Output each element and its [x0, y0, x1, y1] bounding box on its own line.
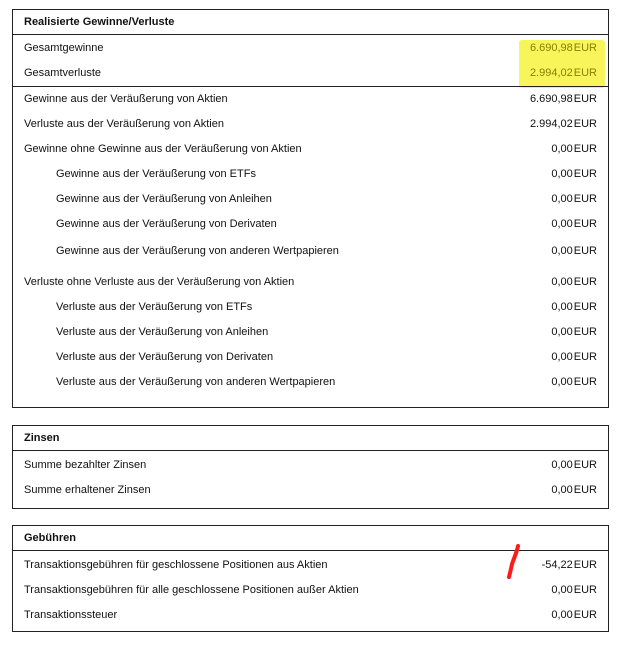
row-label: Gewinne aus der Veräußerung von ETFs: [56, 168, 256, 180]
row-label: Transaktionssteuer: [24, 609, 118, 621]
row-value: 0,00EUR: [551, 609, 597, 621]
row-value: 0,00EUR: [551, 584, 597, 596]
row-value: 0,00EUR: [551, 376, 597, 388]
row-label: Gewinne ohne Gewinne aus der Veräußerung von Aktien: [24, 143, 302, 155]
row-value: 6.690,98EUR: [529, 93, 597, 105]
total-gains-row: [13, 36, 608, 61]
detail-row: [13, 370, 608, 395]
detail-row: [13, 453, 608, 478]
detail-row: [13, 320, 608, 345]
row-value: 0,00EUR: [551, 301, 597, 313]
row-value: 0,00EUR: [551, 484, 597, 496]
detail-row: [13, 603, 608, 628]
row-value: 0,00EUR: [551, 245, 597, 257]
row-value: 0,00EUR: [551, 276, 597, 288]
detail-row: [13, 112, 608, 137]
row-value: 0,00EUR: [551, 218, 597, 230]
detail-row: [13, 212, 608, 237]
section-title: Realisierte Gewinne/Verluste: [24, 16, 175, 28]
detail-row: [13, 237, 608, 270]
row-label: Summe erhaltener Zinsen: [24, 484, 151, 496]
row-value: 0,00EUR: [551, 459, 597, 471]
detail-row: [13, 295, 608, 320]
row-label: Verluste aus der Veräußerung von ETFs: [56, 301, 253, 313]
detail-row: [13, 87, 608, 112]
row-label: Gewinne aus der Veräußerung von anderen Wertpapieren: [56, 245, 339, 257]
row-value: 0,00EUR: [551, 168, 597, 180]
detail-row: [13, 187, 608, 212]
row-label: Gewinne aus der Veräußerung von Anleihen: [56, 193, 272, 205]
row-value: 2.994,02EUR: [529, 67, 597, 79]
row-label: Verluste ohne Verluste aus der Veräußerung von Aktien: [24, 276, 295, 288]
detail-row: [13, 345, 608, 370]
section-title: Zinsen: [24, 432, 60, 444]
detail-row: [13, 578, 608, 603]
realized-gains-losses-section: [12, 9, 609, 408]
row-label: Gesamtverluste: [24, 67, 102, 79]
row-label: Verluste aus der Veräußerung von Aktien: [24, 118, 224, 130]
section-title: Gebühren: [24, 532, 76, 544]
row-label: Verluste aus der Veräußerung von Derivaten: [56, 351, 274, 363]
interest-section: [12, 425, 609, 509]
detail-row: [13, 162, 608, 187]
row-value: 0,00EUR: [551, 351, 597, 363]
detail-row: [13, 270, 608, 295]
total-losses-row: [13, 61, 608, 87]
row-value: 0,00EUR: [551, 326, 597, 338]
row-label: Verluste aus der Veräußerung von Anleihen: [56, 326, 269, 338]
row-label: Gewinne aus der Veräußerung von Aktien: [24, 93, 228, 105]
row-label: Verluste aus der Veräußerung von anderen Wertpapieren: [56, 376, 336, 388]
row-value: -54,22EUR: [541, 559, 597, 571]
red-annotation-mark: [504, 544, 524, 580]
row-value: 0,00EUR: [551, 143, 597, 155]
row-value: 2.994,02EUR: [529, 118, 597, 130]
row-value: 0,00EUR: [551, 193, 597, 205]
detail-row: [13, 137, 608, 162]
row-label: Transaktionsgebühren für geschlossene Positionen aus Aktien: [24, 559, 328, 571]
row-value: 6.690,98EUR: [529, 42, 597, 54]
row-label: Gewinne aus der Veräußerung von Derivaten: [56, 218, 277, 230]
section-header: [13, 426, 608, 451]
section-header: [13, 10, 608, 35]
detail-row: [13, 478, 608, 503]
row-label: Gesamtgewinne: [24, 42, 104, 54]
row-label: Transaktionsgebühren für alle geschlossene Positionen außer Aktien: [24, 584, 359, 596]
row-label: Summe bezahlter Zinsen: [24, 459, 147, 471]
